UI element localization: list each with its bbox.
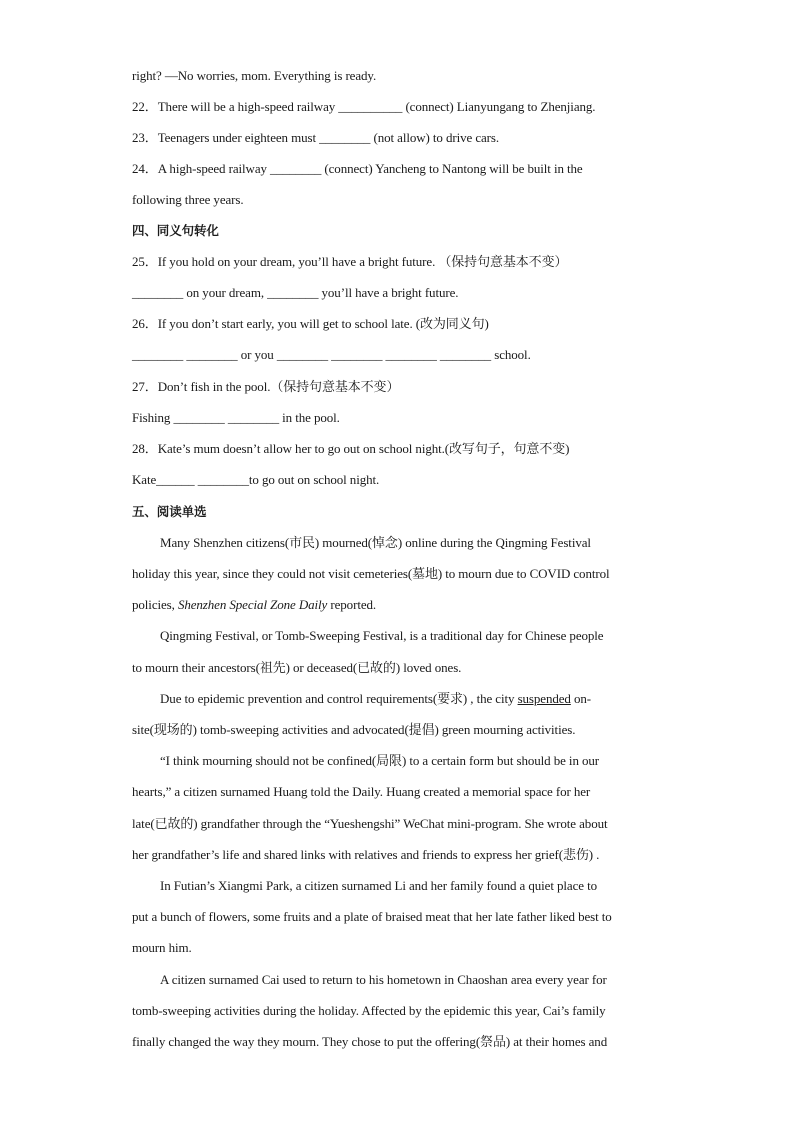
exercise-22: 22．There will be a high-speed railway __________ (connect) Lianyungang to Zhenjiang. [132,99,596,114]
paragraph-2-line-1: Qingming Festival, or Tomb-Sweeping Festival, is a traditional day for Chinese people [160,628,604,643]
p3-text-pre: Due to epidemic prevention and control requirements(要求) , the city [160,691,518,706]
exercise-25-prompt: 25．If you hold on your dream, you’ll have a bright future. （保持句意基本不变） [132,254,568,269]
paragraph-1-line-3 [132,596,672,614]
paragraph-3-line-1 [160,690,700,708]
paragraph-4-line-4: her grandfather’s life and shared links with relatives and friends to express her grief(悲伤) . [132,847,600,862]
paragraph-4-line-1: “I think mourning should not be confined(局限) to a certain form but should be in our [160,753,600,768]
exercise-26-prompt: 26．If you don’t start early, you will get to school late. (改为同义句) [132,316,489,331]
paragraph-3-line-2: site(现场的) tomb-sweeping activities and advocated(提倡) green mourning activities. [132,722,576,737]
paragraph-1-line-2: holiday this year, since they could not visit cemeteries(墓地) to mourn due to COVID control [132,566,610,581]
paragraph-6-line-2: tomb-sweeping activities during the holiday. Affected by the epidemic this year, Cai’s family [132,1003,606,1018]
exercise-23: 23．Teenagers under eighteen must ________ (not allow) to drive cars. [132,130,500,145]
p1-text-pre: policies, [132,597,178,612]
exercise-24-line-2: following three years. [132,192,244,207]
exercise-28-prompt: 28．Kate’s mum doesn’t allow her to go out on school night.(改写句子，句意不变) [132,441,570,456]
paragraph-4-line-3: late(已故的) grandfather through the “Yueshengshi” WeChat mini-program. She wrote about [132,816,608,831]
exercise-21-tail: right? —No worries, mom. Everything is ready. [132,68,377,83]
exercise-27-answer: Fishing ________ ________ in the pool. [132,410,340,425]
paragraph-2-line-2: to mourn their ancestors(祖先) or deceased(已故的) loved ones. [132,660,462,675]
paragraph-5-line-1: In Futian’s Xiangmi Park, a citizen surnamed Li and her family found a quiet place to [160,878,597,893]
paragraph-6-line-3: finally changed the way they mourn. They chose to put the offering(祭品) at their homes and [132,1034,608,1049]
paragraph-4-line-2: hearts,” a citizen surnamed Huang told the Daily. Huang created a memorial space for her [132,784,591,799]
section-4-heading: 四、同义句转化 [132,223,219,238]
exercise-26-answer: ________ ________ or you ________ ________ ________ ________ school. [132,347,531,362]
paragraph-5-line-3: mourn him. [132,940,192,955]
paragraph-5-line-2: put a bunch of flowers, some fruits and a plate of braised meat that her late father liked best to [132,909,612,924]
exercise-27-prompt: 27．Don’t fish in the pool.（保持句意基本不变） [132,379,400,394]
exercise-25-answer: ________ on your dream, ________ you’ll have a bright future. [132,285,459,300]
p1-text-post: reported. [327,597,377,612]
newspaper-title: Shenzhen Special Zone Daily [177,597,328,612]
exercise-24-line-1: 24．A high-speed railway ________ (connect) Yancheng to Nantong will be built in the [132,161,583,176]
section-5-heading: 五、阅读单选 [132,504,207,519]
underlined-word: suspended [517,691,571,706]
paragraph-6-line-1: A citizen surnamed Cai used to return to his hometown in Chaoshan area every year for [160,972,607,987]
exercise-28-answer: Kate______ ________to go out on school night. [132,472,380,487]
paragraph-1-line-1: Many Shenzhen citizens(市民) mourned(悼念) online during the Qingming Festival [160,535,591,550]
p3-text-post: on- [570,691,592,706]
